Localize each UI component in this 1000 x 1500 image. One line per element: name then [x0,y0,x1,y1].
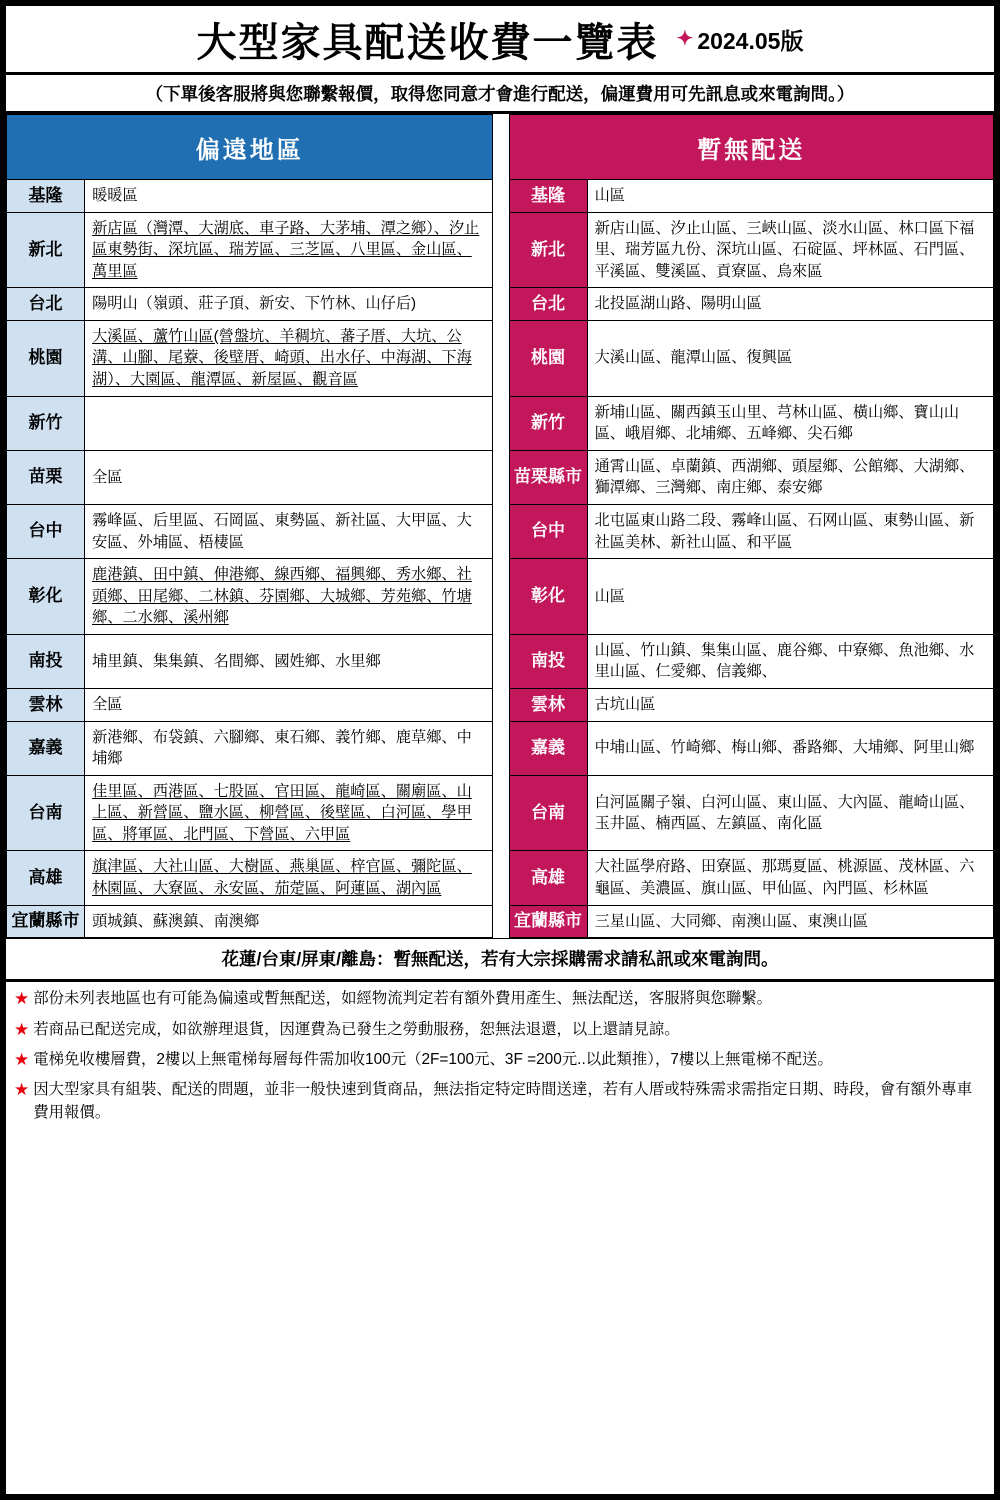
column-gap [493,450,509,504]
no-delivery-areas-cell: 北屯區東山路二段、霧峰山區、石网山區、東勢山區、新社區美林、新社山區、和平區 [587,504,993,558]
no-delivery-areas-cell: 白河區關子嶺、白河山區、東山區、大內區、龍崎山區、玉井區、楠西區、左鎮區、南化區 [587,775,993,851]
region-label-none: 新竹 [509,396,587,450]
column-gap [493,504,509,558]
remote-areas-cell: 佳里區、西港區、七股區、官田區、龍崎區、關廟區、山上區、新營區、鹽水區、柳營區、後壁區、白河區、學甲區、將軍區、北門區、下營區、六甲區 [85,775,493,851]
column-gap [493,212,509,288]
column-gap [493,905,509,938]
region-label-remote: 苗栗 [7,450,85,504]
remote-areas-cell: 旗津區、大社山區、大樹區、燕巢區、梓官區、彌陀區、 林園區、大寮區、永安區、茄萣區、阿蓮區、湖內區 [85,851,493,905]
table-row [7,288,994,321]
region-label-remote: 新北 [7,212,85,288]
table-row [7,180,994,213]
remote-areas-cell: 全區 [85,450,493,504]
no-delivery-areas-cell: 三星山區、大同鄉、南澳山區、東澳山區 [587,905,993,938]
region-label-remote: 台南 [7,775,85,851]
table-row [7,905,994,938]
delivery-table [6,114,994,938]
footnotes [6,982,994,1124]
remote-areas-cell: 暖暖區 [85,180,493,213]
region-label-remote: 嘉義 [7,721,85,775]
column-gap [493,851,509,905]
region-label-remote: 基隆 [7,180,85,213]
column-gap [493,775,509,851]
table-header-row [7,115,994,180]
region-label-none: 彰化 [509,559,587,635]
region-label-none: 台北 [509,288,587,321]
no-delivery-areas-cell: 新埔山區、關西鎮玉山里、芎林山區、橫山鄉、寶山山區、峨眉鄉、北埔鄉、五峰鄉、尖石鄉 [587,396,993,450]
no-delivery-areas-cell: 山區 [587,180,993,213]
column-gap [493,721,509,775]
no-delivery-areas-cell: 北投區湖山路、陽明山區 [587,288,993,321]
table-row [7,851,994,905]
region-label-none: 台南 [509,775,587,851]
table-row [7,634,994,688]
column-gap [493,320,509,396]
remote-areas-cell: 新港鄉、布袋鎮、六腳鄉、東石鄉、義竹鄉、鹿草鄉、中埔鄉 [85,721,493,775]
region-label-remote: 南投 [7,634,85,688]
column-header-none: 暫無配送 [509,115,994,180]
no-delivery-areas-cell: 大社區學府路、田寮區、那瑪夏區、桃源區、茂林區、六龜區、美濃區、旗山區、甲仙區、內門區、杉林區 [587,851,993,905]
star-icon: ★ [14,989,30,1009]
title-bar [6,6,994,72]
remote-areas-cell: 全區 [85,688,493,721]
no-delivery-areas-cell: 古坑山區 [587,688,993,721]
footnote-text: 電梯免收樓層費，2樓以上無電梯每層每件需加收100元（2F=100元、3F =200元..以此類推），7樓以上無電梯不配送。 [33,1050,833,1068]
table-row [7,396,994,450]
region-label-none: 苗栗縣市 [509,450,587,504]
footnote-item [14,1079,984,1124]
subtitle-bar [6,72,994,114]
remote-areas-cell: 大溪區、蘆竹山區(營盤坑、羊稠坑、蕃子厝、大坑、公溝、山腳、尾藔、後壁厝、崎頭、出水仔、中海湖、下海湖）、大園區、龍潭區、新屋區、觀音區 [85,320,493,396]
no-delivery-areas-cell: 通霄山區、卓蘭鎮、西湖鄉、頭屋鄉、公館鄉、大湖鄉、獅潭鄉、三灣鄉、南庄鄉、泰安鄉 [587,450,993,504]
table-row [7,775,994,851]
region-label-none: 台中 [509,504,587,558]
subtitle-text: （下單後客服將與您聯繫報價，取得您同意才會進行配送，偏運費用可先訊息或來電詢問。） [145,83,855,104]
star-icon: ★ [14,1080,30,1100]
table-row [7,688,994,721]
remote-areas-cell: 新店區（灣潭、大湖底、車子路、大茅埔、潭之鄉）、汐止區東勢街、深坑區、瑞芳區、三芝區、八里區、金山區、萬里區 [85,212,493,288]
region-label-none: 高雄 [509,851,587,905]
header-gap [493,115,509,180]
table-row [7,504,994,558]
page-title: 大型家具配送收費一覽表 [196,20,659,65]
table-row [7,559,994,635]
footnote-item [14,988,984,1010]
region-label-none: 雲林 [509,688,587,721]
region-label-none: 宜蘭縣市 [509,905,587,938]
region-label-none: 新北 [509,212,587,288]
diamond-icon: ✦ [676,28,694,50]
column-gap [493,634,509,688]
islands-note: 花蓮/台東/屏東/離島：暫無配送，若有大宗採購需求請私訊或來電詢問。 [6,938,994,982]
footnote-text: 部份未列表地區也有可能為偏遠或暫無配送，如經物流判定若有額外費用產生、無法配送，客服將與您聯繫。 [33,990,773,1008]
footnote-text: 若商品已配送完成，如欲辦理退貨，因運費為已發生之勞動服務，恕無法退還，以上還請見諒。 [33,1020,680,1038]
region-label-none: 基隆 [509,180,587,213]
table-row [7,450,994,504]
column-header-remote: 偏遠地區 [7,115,493,180]
remote-areas-cell [85,396,493,450]
remote-areas-cell: 鹿港鎮、田中鎮、伸港鄉、線西鄉、福興鄉、秀水鄉、社頭鄉、田尾鄉、二林鎮、芬園鄉、大城鄉、芳苑鄉、竹塘鄉、二水鄉、溪州鄉 [85,559,493,635]
footnote-text: 因大型家具有組裝、配送的問題，並非一般快速到貨商品，無法指定特定時間送達，若有人厝或特殊需求需指定日期、時段，會有額外專車費用報價。 [33,1081,973,1121]
column-gap [493,288,509,321]
remote-areas-cell: 頭城鎮、蘇澳鎮、南澳鄉 [85,905,493,938]
region-label-remote: 台北 [7,288,85,321]
region-label-remote: 高雄 [7,851,85,905]
region-label-none: 嘉義 [509,721,587,775]
no-delivery-areas-cell: 大溪山區、龍潭山區、復興區 [587,320,993,396]
no-delivery-areas-cell: 山區 [587,559,993,635]
region-label-remote: 台中 [7,504,85,558]
region-label-remote: 宜蘭縣市 [7,905,85,938]
region-label-none: 桃園 [509,320,587,396]
column-gap [493,559,509,635]
remote-areas-cell: 埔里鎮、集集鎮、名間鄉、國姓鄉、水里鄉 [85,634,493,688]
region-label-remote: 彰化 [7,559,85,635]
star-icon: ★ [14,1049,30,1069]
region-label-remote: 新竹 [7,396,85,450]
region-label-remote: 桃園 [7,320,85,396]
remote-areas-cell: 陽明山（嶺頭、莊子頂、新安、下竹林、山仔后) [85,288,493,321]
column-gap [493,396,509,450]
region-label-none: 南投 [509,634,587,688]
version-badge [677,23,804,56]
table-row [7,721,994,775]
footnote-item [14,1049,984,1071]
footnote-item [14,1019,984,1041]
star-icon: ★ [14,1019,30,1039]
remote-areas-cell: 霧峰區、后里區、石岡區、東勢區、新社區、大甲區、大安區、外埔區、梧棲區 [85,504,493,558]
no-delivery-areas-cell: 中埔山區、竹崎鄉、梅山鄉、番路鄉、大埔鄉、阿里山鄉 [587,721,993,775]
version-label: 2024.05版 [697,27,804,54]
column-gap [493,688,509,721]
table-row [7,320,994,396]
no-delivery-areas-cell: 新店山區、汐止山區、三峽山區、淡水山區、林口區下福里、瑞芳區九份、深坑山區、石碇區、坪林區、石門區、平溪區、雙溪區、貢寮區、烏來區 [587,212,993,288]
region-label-remote: 雲林 [7,688,85,721]
column-gap [493,180,509,213]
no-delivery-areas-cell: 山區、竹山鎮、集集山區、鹿谷鄉、中寮鄉、魚池鄉、水里山區、仁愛鄉、信義鄉、 [587,634,993,688]
table-row [7,212,994,288]
